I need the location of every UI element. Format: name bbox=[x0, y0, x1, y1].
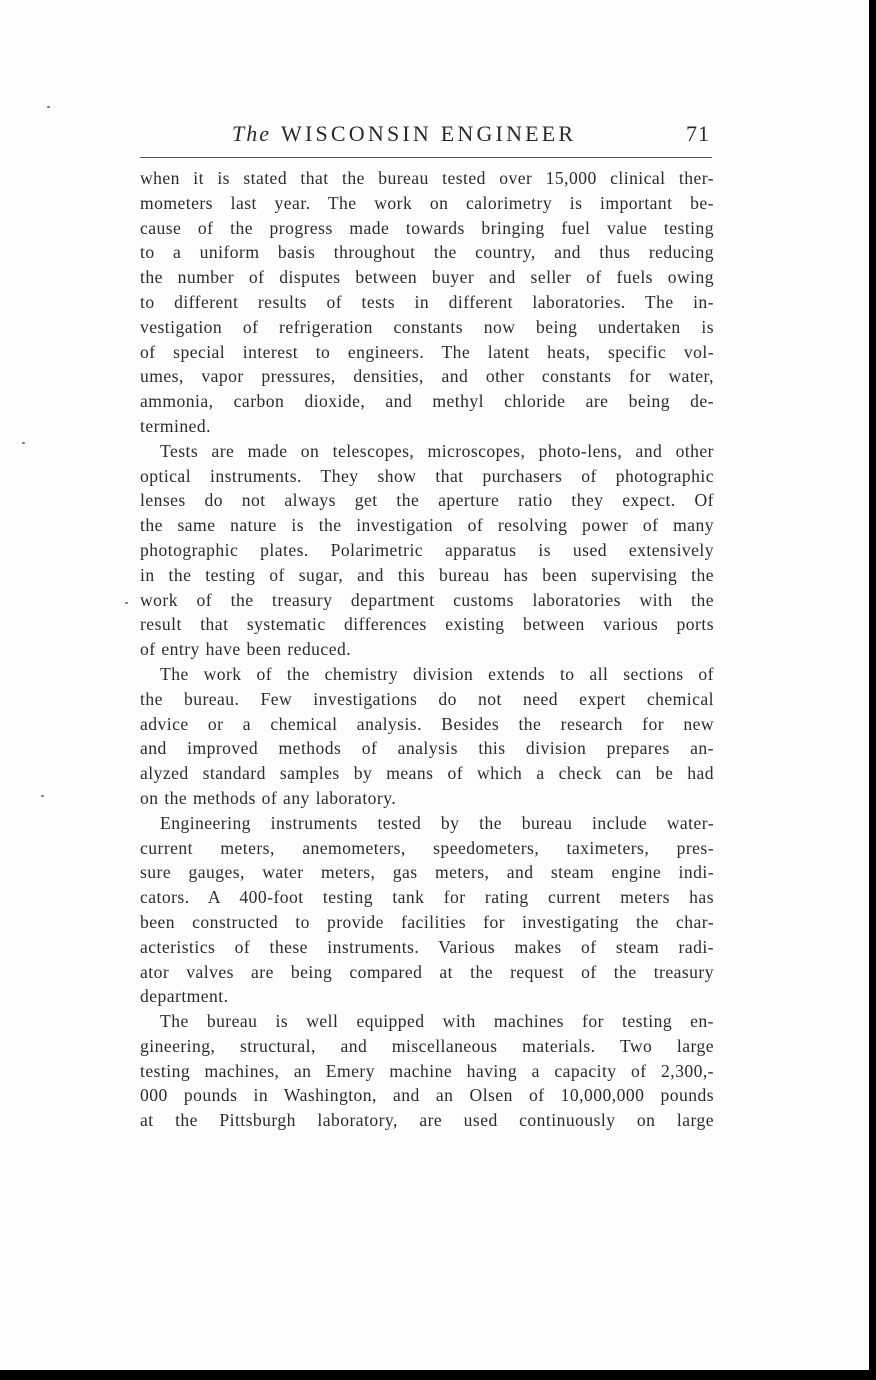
text-line: testing machines, an Emery machine having a capacity of 2,300,- bbox=[140, 1060, 714, 1081]
text-line: photographic plates. Polarimetric apparatus is used extensively bbox=[140, 539, 714, 560]
text-line: acteristics of these instruments. Various makes of steam radi- bbox=[140, 936, 714, 957]
text-line: result that systematic differences existing between various ports bbox=[140, 614, 714, 635]
text-line: The work of the chemistry division extends to all sections of bbox=[160, 663, 714, 684]
text-line: advice or a chemical analysis. Besides the research for new bbox=[140, 713, 714, 734]
text-line: and improved methods of analysis this division prepares an- bbox=[140, 738, 714, 759]
article-body bbox=[140, 166, 714, 1133]
text-line: when it is stated that the bureau tested over 15,000 clinical ther- bbox=[140, 168, 714, 188]
journal-title-name: WISCONSIN ENGINEER bbox=[281, 121, 577, 146]
text-line: to different results of tests in different laboratories. The in- bbox=[140, 291, 714, 312]
text-line: at the Pittsburgh laboratory, are used continuously on large bbox=[140, 1110, 714, 1131]
text-line: of special interest to engineers. The latent heats, specific vol- bbox=[140, 341, 714, 362]
paragraph bbox=[140, 166, 714, 439]
text-line: the same nature is the investigation of resolving power of many bbox=[140, 515, 714, 536]
paragraph bbox=[140, 811, 714, 1009]
text-line: Engineering instruments tested by the bureau include water- bbox=[160, 812, 714, 833]
text-line: on the methods of any laboratory. bbox=[140, 787, 397, 808]
text-line: to a uniform basis throughout the country, and thus reducing bbox=[140, 242, 714, 263]
text-line: the bureau. Few investigations do not need expert chemical bbox=[140, 688, 714, 709]
text-line: cause of the progress made towards bringing fuel value testing bbox=[140, 217, 714, 238]
text-line: termined. bbox=[140, 415, 211, 436]
header-rule bbox=[140, 157, 712, 158]
text-line: work of the treasury department customs laboratories with the bbox=[140, 589, 714, 610]
journal-title-article: The bbox=[232, 121, 271, 146]
text-line: ammonia, carbon dioxide, and methyl chloride are being de- bbox=[140, 391, 714, 412]
text-line: current meters, anemometers, speedometers, taximeters, pres- bbox=[140, 837, 714, 858]
text-line: umes, vapor pressures, densities, and other constants for water, bbox=[140, 366, 714, 387]
scan-speck bbox=[41, 795, 44, 797]
running-header bbox=[140, 121, 710, 153]
text-line: gineering, structural, and miscellaneous materials. Two large bbox=[140, 1035, 714, 1056]
paragraph bbox=[140, 439, 714, 662]
page-number: 71 bbox=[686, 121, 710, 146]
journal-title bbox=[232, 121, 576, 147]
paragraph bbox=[140, 1009, 714, 1133]
text-line: mometers last year. The work on calorimetry is important be- bbox=[140, 192, 714, 213]
text-line: sure gauges, water meters, gas meters, and steam engine indi- bbox=[140, 862, 714, 883]
text-line: lenses do not always get the aperture ratio they expect. Of bbox=[140, 490, 714, 511]
text-line: of entry have been reduced. bbox=[140, 639, 352, 660]
text-line: vestigation of refrigeration constants now being undertaken is bbox=[140, 316, 714, 337]
scan-speck bbox=[125, 602, 128, 604]
text-line: 000 pounds in Washington, and an Olsen of 10,000,000 pounds bbox=[140, 1085, 714, 1106]
scan-speck bbox=[22, 442, 25, 444]
text-line: department. bbox=[140, 986, 229, 1007]
text-line: cators. A 400-foot testing tank for rating current meters has bbox=[140, 887, 714, 908]
text-line: the number of disputes between buyer and seller of fuels owing bbox=[140, 267, 714, 288]
text-line: The bureau is well equipped with machines for testing en- bbox=[160, 1011, 714, 1032]
text-line: ator valves are being compared at the request of the treasury bbox=[140, 961, 714, 982]
text-line: Tests are made on telescopes, microscopes, photo-lens, and other bbox=[160, 440, 714, 461]
scan-speck bbox=[47, 106, 50, 108]
text-line: alyzed standard samples by means of which a check can be had bbox=[140, 763, 714, 784]
paragraph bbox=[140, 662, 714, 811]
text-line: been constructed to provide facilities for investigating the char- bbox=[140, 911, 714, 932]
text-line: in the testing of sugar, and this bureau has been supervising the bbox=[140, 564, 714, 585]
text-line: optical instruments. They show that purchasers of photographic bbox=[140, 465, 714, 486]
